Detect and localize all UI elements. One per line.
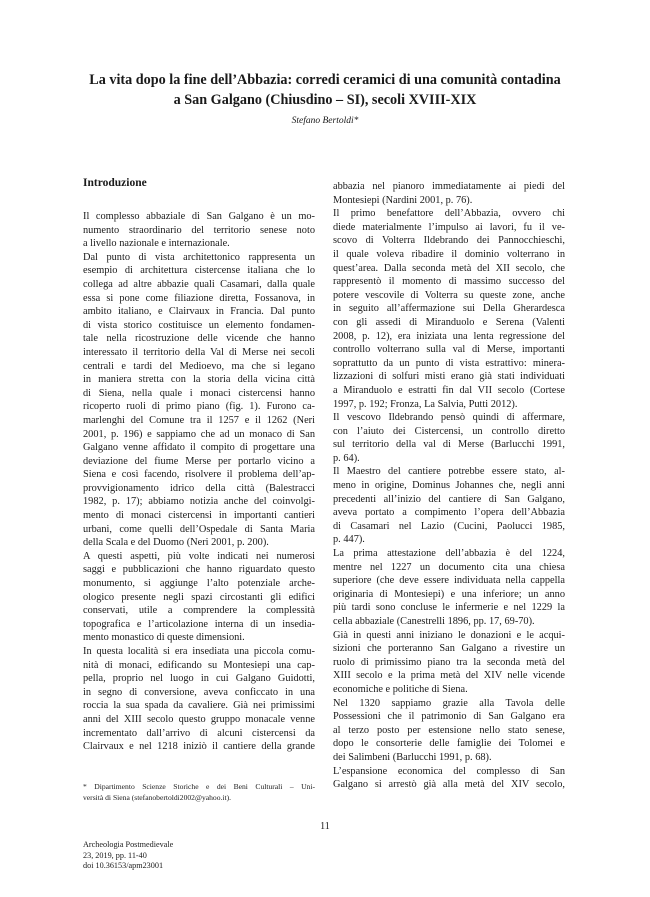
text-line: mento di monaci cistercensi in importanti cantieri xyxy=(83,510,315,522)
text-line: Il complesso abbaziale di San Galgano è un mo- xyxy=(83,211,315,222)
text-line: soprattutto da un punto di vista estrattivo: minera- xyxy=(333,357,565,369)
text-line: Nel 1320 sappiamo grazie alla Tavola delle xyxy=(333,697,565,709)
text-line: mento monastico di queste dimensioni. xyxy=(83,632,245,644)
text-line: Dal punto di vista architettonico rappresenta un xyxy=(83,251,315,263)
text-line: Galgano venne affidato il compito di progettare una xyxy=(83,442,315,454)
text-line: di Siena, nella quale i monaci cistercensi hanno xyxy=(83,387,315,399)
text-line: con l’aiuto dei Cistercensi, un controllo diretto xyxy=(333,425,565,437)
text-line: 1997, p. 192; Fronza, La Salvia, Putti 2012). xyxy=(333,398,518,410)
text-line: Già in questi anni iniziano le donazioni e le acqui- xyxy=(333,629,565,641)
text-line: abbazia nel pianoro immediatamente ai piedi del xyxy=(333,181,565,192)
left-column-text xyxy=(83,210,315,754)
text-line: meno in origine, Dominus Johannes che, negli anni xyxy=(333,480,565,492)
journal-info xyxy=(83,840,173,872)
text-line: diede materialmente l’impulso ai lavori, fu il ve- xyxy=(333,221,565,233)
text-line: In questa località si era insediata una piccola comu- xyxy=(83,646,315,657)
text-line: più tardi sono concluse le infermerie e nel 1229 la xyxy=(333,602,565,614)
text-line: Galgano si arrestò già alla metà del XIV secolo, xyxy=(333,779,565,791)
text-line: tale nella ricostruzione delle vicende che hanno xyxy=(83,333,315,345)
text-line: cella abbaziale (Canestrelli 1896, pp. 17, 69-70). xyxy=(333,616,535,627)
text-line: con gli assedi di Miranduolo e Serena (Valenti xyxy=(333,316,565,328)
text-line: essa si pone come filiazione diretta, Fossanova, in xyxy=(83,292,315,304)
text-line: di Casamari nel Lazio (Cucini, Paolucci 1985, xyxy=(333,520,565,532)
text-line: Possessioni che il patrimonio di San Galgano era xyxy=(333,711,565,723)
text-line: urbani, come quelli dell’Ospedale di Santa Maria xyxy=(83,523,315,535)
text-line: ricoperto ruoli di primo piano (fig. 1). Furono ca- xyxy=(83,401,315,413)
text-line: Il vescovo Ildebrando pensò quindi di affermare, xyxy=(333,412,565,424)
text-line: Montesiepi (Nardini 2001, p. 76). xyxy=(333,194,473,206)
text-line: interessato il territorio della Val di Merse nei secoli xyxy=(83,346,315,358)
text-line: conservati, utile a comprendere la complessità xyxy=(83,605,315,617)
text-line: roccia la sua spada da cavaliere. Già nei primissimi xyxy=(83,700,315,712)
right-column xyxy=(333,180,565,792)
text-line: al terzo posto per estensione nello stato senese, xyxy=(333,724,565,736)
text-line: in seguito all’affermazione sui Della Gherardesca xyxy=(333,303,565,315)
left-column xyxy=(83,176,315,754)
text-line: economiche e politiche di Siena. xyxy=(333,683,468,695)
text-line: Il primo benefattore dell’Abbazia, ovvero chi xyxy=(333,208,565,220)
text-line: di vista storico costituisce un elemento fondamen- xyxy=(83,319,315,331)
text-line: della Scala e del Duomo (Neri 2001, p. 200). xyxy=(83,537,269,549)
section-heading: Introduzione xyxy=(83,177,147,189)
text-line: mentre nel 1227 un documento cita una chiesa xyxy=(333,561,565,573)
text-line: sul territorio della val di Merse (Barlucchi 1991, xyxy=(333,439,565,451)
text-line: Il Maestro del cantiere potrebbe essere stato, al- xyxy=(333,466,565,478)
text-line: 2008, p. 12), era iniziata una lenta regressione del xyxy=(333,330,565,342)
text-line: La prima attestazione dell’abbazia è del 1224, xyxy=(333,548,565,560)
text-line: Clairvaux e nel 1218 iniziò il cantiere della grande xyxy=(83,741,315,753)
footnote-line: * Dipartimento Scienze Storiche e dei Beni Culturali – Uni- xyxy=(83,782,315,791)
text-line: marlenghi del Comune tra il 1257 e il 1262 (Neri xyxy=(83,414,315,426)
author: Stefano Bertoldi* xyxy=(291,116,359,126)
text-line: ologico presente negli spazi circostanti gli edifici xyxy=(83,591,315,603)
text-line: quest’area. Dalla seconda metà del XII secolo, che xyxy=(333,262,565,274)
text-line: numento straordinario del territorio senese noto xyxy=(83,224,315,236)
right-column-text xyxy=(333,180,565,792)
text-line: sizioni che porteranno San Galgano a rivestire un xyxy=(333,643,565,655)
text-line: a Miranduolo e estratti fin dal VII secolo (Cortese xyxy=(333,384,565,396)
article-title xyxy=(70,70,580,110)
journal-doi: doi 10.36153/apm23001 xyxy=(83,861,164,871)
footnote xyxy=(83,781,315,803)
text-line: deviazione del fiume Merse per portarlo vicino a xyxy=(83,455,315,467)
text-line: a livello nazionale e internazionale. xyxy=(83,238,230,250)
text-line: 2001, p. 196) e sappiamo che ad un monaco di San xyxy=(83,428,315,440)
text-line: provvigionamento idrico della città (Balestracci xyxy=(83,482,315,494)
text-line: precedenti all’inizio del cantiere di San Galgano, xyxy=(333,493,565,505)
text-line: collega ad altre abbazie quali Casamari, dalla quale xyxy=(83,278,315,290)
text-line: XIII secolo e la prima metà del XIV nelle vicende xyxy=(333,670,565,682)
page-number: 11 xyxy=(320,821,330,832)
text-line: lizzazioni di solfuri misti erano già stati individuati xyxy=(333,371,565,383)
text-line: dopo le consorterie delle famiglie dei Tolomei e xyxy=(333,738,565,750)
text-line: p. 64). xyxy=(333,452,360,464)
text-line: aveva portato a compimento l’opera dell’Abbazia xyxy=(333,507,565,519)
text-line: L’espansione economica del complesso di San xyxy=(333,765,565,777)
text-line: anni del XIII secolo questo gruppo monacale venne xyxy=(83,713,315,725)
text-line: in maniera stretta con la storia della vicina città xyxy=(83,374,315,386)
text-line: A questi aspetti, più volte indicati nei numerosi xyxy=(83,550,315,562)
text-line: Siena e così facendo, risolvere il problema dell’ap- xyxy=(83,469,315,481)
text-line: 1982, p. 17); abbiamo notizia anche del coinvolgi- xyxy=(83,496,315,508)
text-line: pella, proprio nel luogo in cui Galgano Guidotti, xyxy=(83,673,315,685)
footnote-line: versità di Siena (stefanobertoldi2002@yahoo.it). xyxy=(83,793,232,802)
text-line: topografica e l’articolazione interna di un insedia- xyxy=(83,618,315,630)
text-line: p. 447). xyxy=(333,534,365,546)
text-line: scovo di Volterra Ildebrando dei Pannocchieschi, xyxy=(333,235,565,247)
text-line: ambito italiano, e Clairvaux in Francia. Dal punto xyxy=(83,306,315,318)
journal-issue: 23, 2019, pp. 11-40 xyxy=(83,850,147,860)
text-line: rappresentò il momento di massimo successo del xyxy=(333,276,565,288)
text-line: il quale voleva ribadire il dominio volterrano in xyxy=(333,248,565,260)
title-line-2: a San Galgano (Chiusdino – SI), secoli XVIII-XIX xyxy=(173,92,477,108)
journal-name: Archeologia Postmedievale xyxy=(83,840,174,849)
text-line: monumento, si aggiunge l’alto potenziale arche- xyxy=(83,578,315,590)
text-line: incrementato dall’arrivo di alcuni cistercensi da xyxy=(83,727,315,739)
text-line: esempio di architettura cistercense italiana che lo xyxy=(83,265,315,277)
text-line: dei Salimbeni (Barlucchi 1991, p. 68). xyxy=(333,751,492,763)
text-line: controllo volterrano sulla val di Merse, importanti xyxy=(333,344,565,356)
text-line: centrali e tardi del Medioevo, ma che si legano xyxy=(83,360,315,372)
text-line: potere vescovile di Volterra su queste zone, anche xyxy=(333,289,565,301)
text-line: nità di monaci, edificando su Montesiepi una cap- xyxy=(83,659,315,671)
text-line: ruolo di primissimo piano tra la seconda metà del xyxy=(333,656,565,668)
text-line: in segno di conversione, aveva conficcato in una xyxy=(83,686,315,698)
text-line: saggi e pubblicazioni che hanno riguardato questo xyxy=(83,564,315,576)
text-line: originaria di Montesiepi) e una inferiore; un anno xyxy=(333,588,565,600)
title-line-1: La vita dopo la fine dell’Abbazia: corredi ceramici di una comunità contadina xyxy=(89,72,561,88)
text-line: superiore (che deve essere individuata nella cappella xyxy=(333,575,565,587)
